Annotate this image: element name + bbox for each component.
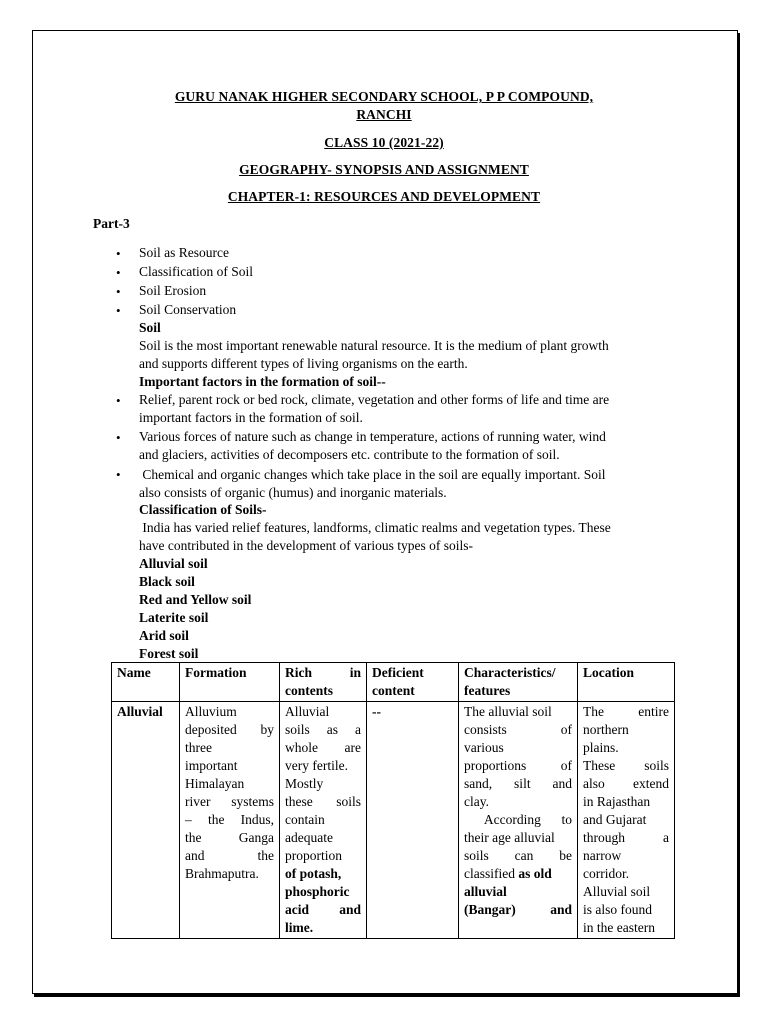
factor-line: and glaciers, activities of decomposers etc. contribute to the formation of soil. <box>139 447 560 462</box>
bullet-icon: • <box>116 430 121 445</box>
soil-table <box>111 662 675 939</box>
class-title: CLASS 10 (2021-22) <box>324 135 444 150</box>
bullet-icon: • <box>116 393 121 408</box>
cell-formation: Alluvium deposited by three important Himalayan river systems – the Indus, the Ganga and the Brahmaputra. <box>180 702 280 939</box>
factor-line: Various forces of nature such as change in temperature, actions of running water, wind <box>139 429 606 444</box>
header-location: Location <box>578 663 675 702</box>
soil-heading: Soil <box>139 320 161 335</box>
factor-line: also consists of organic (humus) and inorganic materials. <box>139 485 447 500</box>
header-formation: Formation <box>180 663 280 702</box>
factor-line: important factors in the formation of soil. <box>139 410 363 425</box>
bullet-icon: • <box>116 467 121 482</box>
bullet-icon: • <box>116 246 121 261</box>
soil-type: Alluvial soil <box>139 556 208 571</box>
soil-type: Black soil <box>139 574 195 589</box>
header-name: Name <box>112 663 180 702</box>
table-header-row <box>112 663 675 702</box>
bullet-icon: • <box>116 303 121 318</box>
cell-rich-contents: Alluvial soils as a whole are very fertile. Mostly these soils contain adequate proportion of potash, phosphoric acid and lime. <box>280 702 367 939</box>
soil-text-line: Soil is the most important renewable natural resource. It is the medium of plant growth <box>139 338 609 353</box>
classification-text-line: have contributed in the development of various types of soils- <box>139 538 474 553</box>
factor-line: Chemical and organic changes which take place in the soil are equally important. Soil <box>139 467 606 482</box>
header-characteristics: Characteristics/ features <box>459 663 578 702</box>
classification-text-line: India has varied relief features, landforms, climatic realms and vegetation types. These <box>139 520 611 535</box>
soil-text-line: and supports different types of living organisms on the earth. <box>139 356 468 371</box>
table-row <box>112 702 675 939</box>
school-name-line1: GURU NANAK HIGHER SECONDARY SCHOOL, P P COMPOUND, <box>174 89 594 104</box>
cell-deficient: -- <box>367 702 459 939</box>
soil-type: Arid soil <box>139 628 189 643</box>
soil-type: Red and Yellow soil <box>139 592 252 607</box>
factor-line: Relief, parent rock or bed rock, climate, vegetation and other forms of life and time are <box>139 392 610 407</box>
subject-title: GEOGRAPHY- SYNOPSIS AND ASSIGNMENT <box>239 162 529 177</box>
topic-item: Soil Erosion <box>139 283 207 298</box>
header-deficient-content: Deficient content <box>367 663 459 702</box>
topic-item: Soil as Resource <box>139 245 229 260</box>
factors-heading: Important factors in the formation of soil-- <box>139 374 386 389</box>
cell-characteristics: The alluvial soil consists of various proportions of sand, silt and clay. According to their age alluvial soils can be classified as old alluvial (Bangar) and <box>459 702 578 939</box>
soil-type: Laterite soil <box>139 610 209 625</box>
school-name-line2: RANCHI <box>356 107 412 122</box>
classification-heading: Classification of Soils- <box>139 502 267 517</box>
topic-item: Classification of Soil <box>139 264 253 279</box>
bullet-icon: • <box>116 265 121 280</box>
header-rich-contents: Rich in contents <box>280 663 367 702</box>
bullet-icon: • <box>116 284 121 299</box>
part-label: Part-3 <box>93 216 130 231</box>
cell-location: The entire northern plains. These soils also extend in Rajasthan and Gujarat through a narrow corridor. Alluvial soil is also found in the eastern <box>578 702 675 939</box>
topic-item: Soil Conservation <box>139 302 237 317</box>
chapter-title: CHAPTER-1: RESOURCES AND DEVELOPMENT <box>227 189 541 204</box>
soil-type: Forest soil <box>139 646 199 661</box>
cell-name: Alluvial <box>112 702 180 939</box>
